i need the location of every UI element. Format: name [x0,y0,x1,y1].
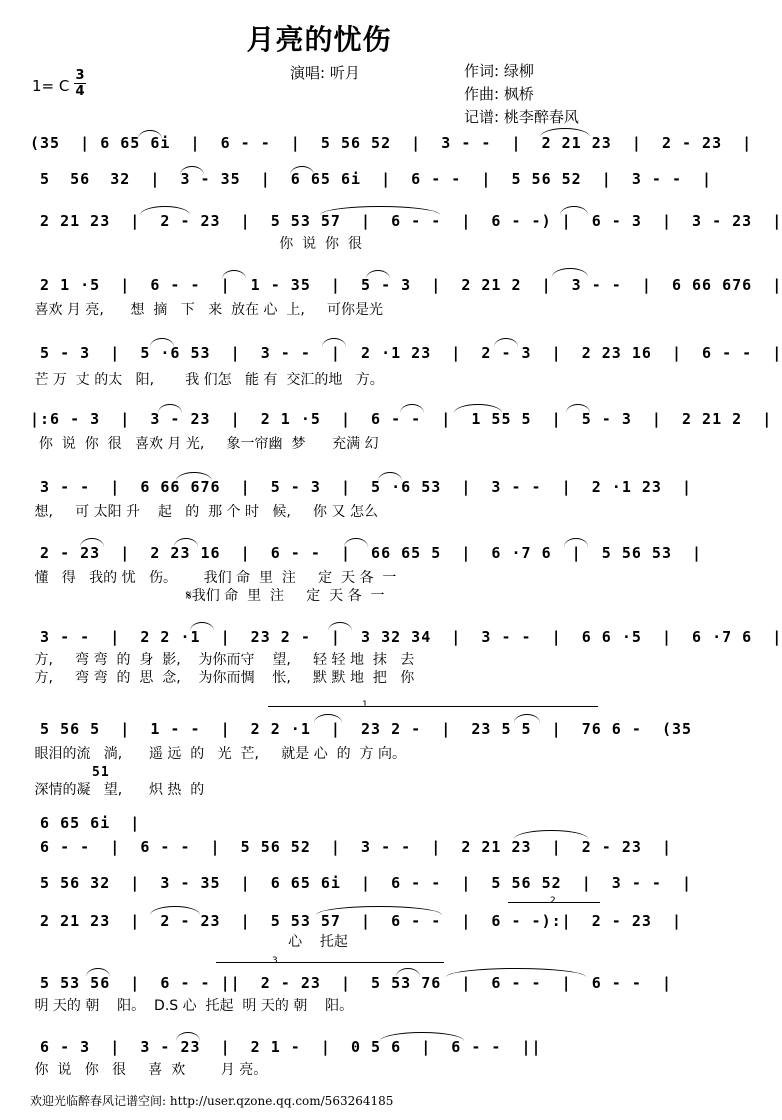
volta-bracket-3 [216,962,444,963]
staff-line-1-notes: (35 | 6 65 6i | 6 - - | 5 56 52 | 3 - - | 2 21 23 | 2 - 23 | [30,134,753,152]
time-signature-top: 3 [75,68,85,83]
alt-notes-51: 51 [92,765,110,780]
singer-credit: 演唱: 听月 [290,64,360,82]
staff-line-3-notes: 2 21 23 | 2 - 23 | 5 53 57 | 6 - - | 6 - -) | 6 - 3 | 3 - 23 | [30,212,782,230]
staff-line-9-notes: 3 - - | 2 2 ·1 | 23 2 - | 3 32 34 | 3 - - | 6 6 ·5 | 6 ·7 6 | [30,628,782,646]
staff-line-4-notes: 2 1 ·5 | 6 - - | 1 - 35 | 5 - 3 | 2 21 2 | 3 - - | 6 66 676 | [30,276,782,294]
volta-label-1: 1 [362,700,368,710]
song-title: 月亮的忧伤 [246,23,392,56]
staff-line-15-lyric: 明 天的 朝 阳。 D.S 心 托起 明 天的 朝 阳。 [30,998,354,1014]
slur-arc [552,268,588,277]
staff-line-7-lyric: 想, 可 太阳 升 起 的 那 个 时 候, 你 又 怎么 [30,504,378,520]
lyricist-credit: 作词: 绿柳 [464,62,534,80]
volta-label-2: 2 [550,896,556,906]
staff-line-12-notes: 6 - - | 6 - - | 5 56 52 | 3 - - | 2 21 23 | 2 - 23 | [30,838,672,856]
staff-line-4-lyric: 喜欢 月 亮, 想 摘 下 来 放在 心 上, 可你是光 [30,302,384,318]
staff-line-14-notes: 2 21 23 | 2 - 23 | 5 53 57 | 6 - - | 6 - -):| 2 - 23 | [30,912,682,930]
staff-line-8-lyric-verse2: 𝄋我们 命 里 注 定 天 各 一 [30,588,385,604]
staff-line-8-notes: 2 - 23 | 2 23 16 | 6 - - | 66 65 5 | 6 ·7 6 | 5 56 53 | [30,544,703,562]
staff-line-3-lyric: 你 说 你 很 [30,236,362,252]
staff-line-8-lyric: 懂 得 我的 忧 伤。 我们 命 里 注 定 天 各 一 [30,570,397,586]
transcriber-credit: 记谱: 桃李醉春风 [464,108,579,126]
staff-line-10-lyric: 眼泪的流 淌, 遥 远 的 光 芒, 就是 心 的 方 向。 [30,746,406,762]
footer-link-text: 欢迎光临醉春风记谱空间: http://user.qzone.qq.com/563264185 [30,1094,394,1108]
staff-line-9-lyric-verse2: 方, 弯 弯 的 思 念, 为你而惆 怅, 默 默 地 把 你 [30,670,415,686]
volta-bracket-1 [268,706,598,707]
staff-line-10-notes: 5 56 5 | 1 - - | 2 2 ·1 | 23 2 - | 23 5 5 | 76 6 - (35 [30,720,693,738]
staff-line-14-lyric: 心 托起 [30,934,348,950]
staff-line-9-lyric: 方, 弯 弯 的 身 影, 为你而守 望, 轻 轻 地 抹 去 [30,652,415,668]
staff-line-2-notes: 5 56 32 | 3 - 35 | 6 65 6i | 6 - - | 5 56 52 | 3 - - | [30,170,713,188]
volta-label-3: 3 [272,956,278,966]
staff-line-15-notes: 5 53 56 | 6 - - || 2 - 23 | 5 53 76 | 6 - - | 6 - - | [30,974,672,992]
staff-line-10-lyric-verse2: 深情的凝 望, 炽 热 的 [30,782,205,798]
staff-line-6-lyric: 你 说 你 很 喜欢 月 光, 象一帘幽 梦 充满 幻 [30,436,379,452]
staff-line-5-lyric: 芒 万 丈 的太 阳, 我 们怎 能 有 交汇的地 方。 [30,372,384,388]
staff-line-16-lyric: 你 说 你 很 喜 欢 月 亮。 [30,1062,268,1078]
time-signature-bottom: 4 [75,84,85,99]
staff-line-16-notes: 6 - 3 | 3 - 23 | 2 1 - | 0 5 6 | 6 - - || [30,1038,542,1056]
key-signature: 1= C [32,77,70,95]
staff-line-7-notes: 3 - - | 6 66 676 | 5 - 3 | 5 ·6 53 | 3 - - | 2 ·1 23 | [30,478,693,496]
composer-credit: 作曲: 枫桥 [464,85,534,103]
staff-line-5-notes: 5 - 3 | 5 ·6 53 | 3 - - | 2 ·1 23 | 2 - 3 | 2 23 16 | 6 - - | [30,344,782,362]
staff-line-13-notes: 5 56 32 | 3 - 35 | 6 65 6i | 6 - - | 5 56 52 | 3 - - | [30,874,693,892]
time-signature [74,69,86,98]
staff-line-6-notes: |:6 - 3 | 3 - 23 | 2 1 ·5 | 6 - - | 1 55 5 | 5 - 3 | 2 21 2 | [30,410,773,428]
staff-line-11-notes: 6 65 6i | [30,814,141,832]
